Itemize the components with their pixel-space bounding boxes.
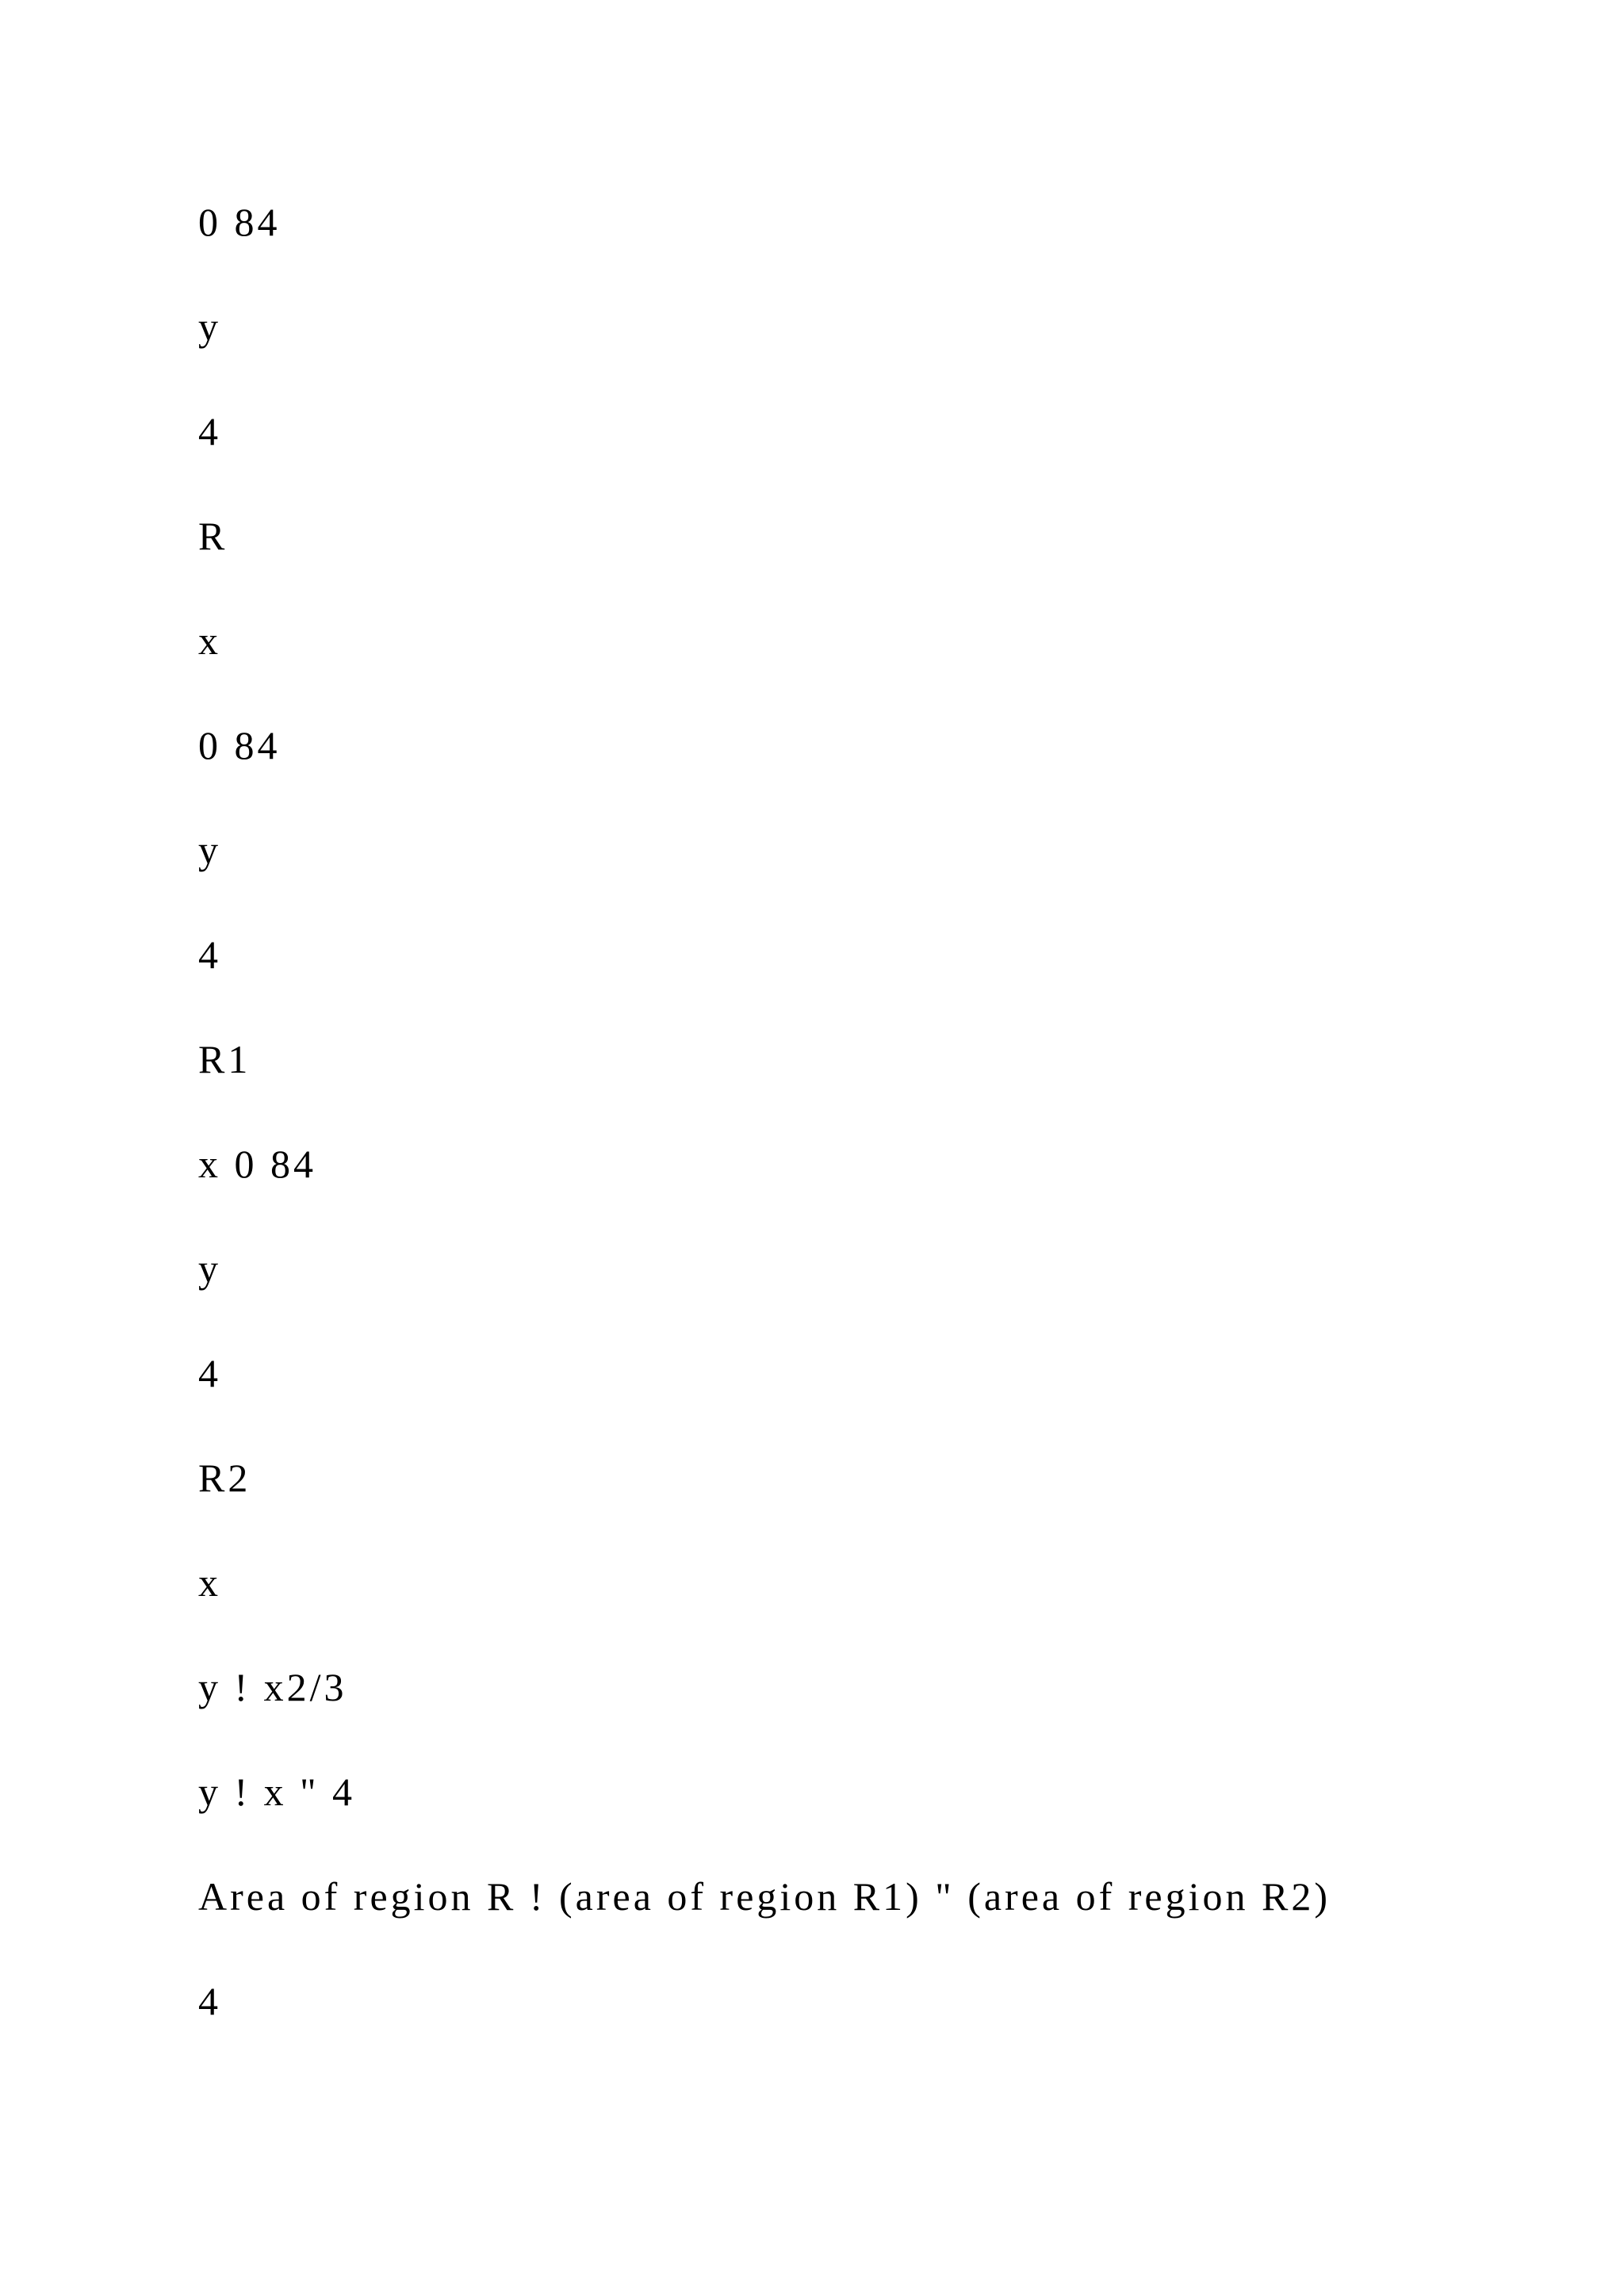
text-line: x: [198, 1560, 221, 1605]
text-line: 4: [198, 1351, 221, 1395]
text-line: y ! x2/3: [198, 1665, 347, 1709]
text-line: Area of region R ! (area of region R1) " (area of region R2): [198, 1874, 1331, 1919]
text-line: y: [198, 828, 221, 872]
text-line: 4: [198, 1979, 221, 2023]
text-line: 0 84: [198, 200, 281, 244]
text-line: x 0 84: [198, 1142, 316, 1186]
text-line: y: [198, 304, 221, 349]
text-line: 4: [198, 932, 221, 977]
text-line: 0 84: [198, 723, 281, 767]
text-line: R: [198, 514, 228, 558]
text-line: 4: [198, 409, 221, 453]
text-line: R1: [198, 1037, 251, 1081]
text-line: y: [198, 1246, 221, 1291]
text-line: y ! x " 4: [198, 1770, 356, 1814]
text-line: x: [198, 618, 221, 663]
text-line: R2: [198, 1456, 251, 1500]
